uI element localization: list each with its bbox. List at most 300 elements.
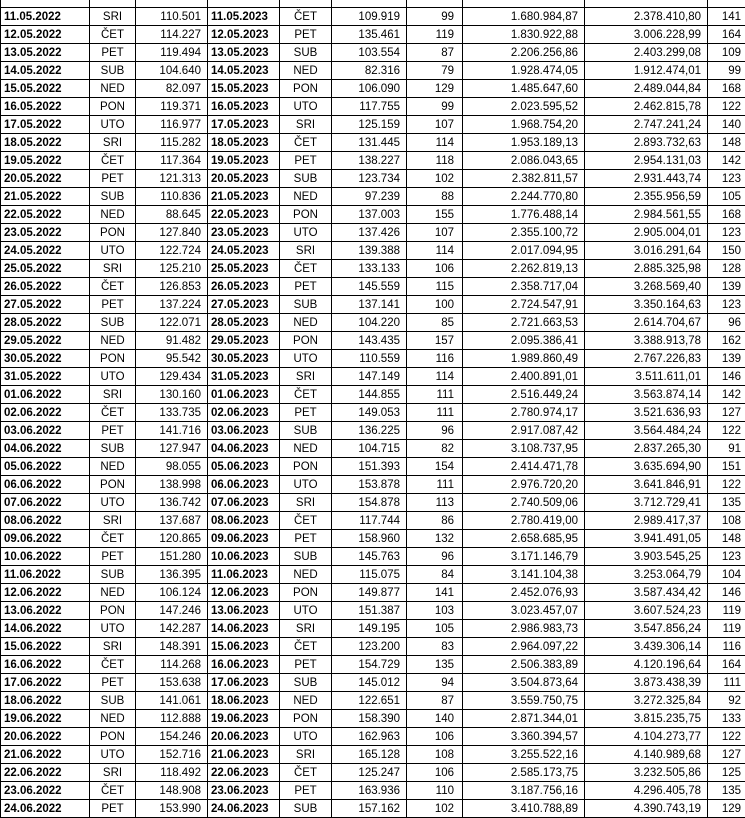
table-row — [1, 494, 745, 512]
value-2022-cell: 126.853 — [136, 278, 208, 296]
amount-2022-cell: 1.989.860,49 — [463, 350, 585, 368]
weekday-2023-cell — [280, 0, 332, 8]
value-2023-cell: 162.963 — [332, 728, 407, 746]
amount-2023-cell: 2.984.561,55 — [585, 206, 708, 224]
date-2023-cell: 22.06.2023 — [208, 764, 280, 782]
weekday-2023-cell: SRI — [280, 620, 332, 638]
weekday-2023-cell: SUB — [280, 296, 332, 314]
table-body — [1, 0, 745, 818]
amount-2023-cell: 2.747.241,24 — [585, 116, 708, 134]
value-2022-cell: 110.501 — [136, 8, 208, 26]
count-cell: 111 — [407, 476, 463, 494]
amount-2023-cell: 3.607.524,23 — [585, 602, 708, 620]
count-cell: 111 — [407, 386, 463, 404]
amount-2022-cell: 2.740.509,06 — [463, 494, 585, 512]
amount-2023-cell: 3.253.064,79 — [585, 566, 708, 584]
amount-2023-cell: 3.873.438,39 — [585, 674, 708, 692]
value-2023-cell: 136.225 — [332, 422, 407, 440]
date-2022-cell: 24.06.2022 — [1, 800, 90, 818]
amount-2023-cell: 3.563.874,14 — [585, 386, 708, 404]
weekday-2022-cell: SUB — [90, 692, 136, 710]
amount-2022-cell: 1.680.984,87 — [463, 8, 585, 26]
date-2023-cell: 19.05.2023 — [208, 152, 280, 170]
date-2023-cell: 23.05.2023 — [208, 224, 280, 242]
value-2022-cell: 133.735 — [136, 404, 208, 422]
value-2023-cell: 143.435 — [332, 332, 407, 350]
table-row — [1, 314, 745, 332]
date-2023-cell: 02.06.2023 — [208, 404, 280, 422]
value-2022-cell: 122.071 — [136, 314, 208, 332]
weekday-2023-cell: SUB — [280, 800, 332, 818]
date-2023-cell — [208, 0, 280, 8]
value-2022-cell: 115.282 — [136, 134, 208, 152]
weekday-2022-cell: NED — [90, 584, 136, 602]
value-2022-cell — [136, 0, 208, 8]
value-2022-cell: 82.097 — [136, 80, 208, 98]
amount-2023-cell: 2.355.956,59 — [585, 188, 708, 206]
weekday-2022-cell: SUB — [90, 314, 136, 332]
value-2023-cell: 147.149 — [332, 368, 407, 386]
amount-2022-cell: 2.780.974,17 — [463, 404, 585, 422]
date-2023-cell: 28.05.2023 — [208, 314, 280, 332]
date-2023-cell: 12.05.2023 — [208, 26, 280, 44]
value-2023-cell: 117.755 — [332, 98, 407, 116]
table-row — [1, 242, 745, 260]
count-cell: 113 — [407, 494, 463, 512]
index-cell: 127 — [708, 746, 745, 764]
weekday-2023-cell: ČET — [280, 512, 332, 530]
amount-2022-cell: 3.108.737,95 — [463, 440, 585, 458]
weekday-2023-cell: PET — [280, 404, 332, 422]
count-cell: 154 — [407, 458, 463, 476]
value-2023-cell: 153.878 — [332, 476, 407, 494]
count-cell: 111 — [407, 404, 463, 422]
date-2023-cell: 07.06.2023 — [208, 494, 280, 512]
amount-2023-cell: 2.614.704,67 — [585, 314, 708, 332]
amount-2023-cell: 3.815.235,75 — [585, 710, 708, 728]
table-row — [1, 764, 745, 782]
amount-2022-cell: 2.244.770,80 — [463, 188, 585, 206]
value-2022-cell: 119.494 — [136, 44, 208, 62]
value-2023-cell: 135.461 — [332, 26, 407, 44]
amount-2023-cell: 3.635.694,90 — [585, 458, 708, 476]
value-2023-cell: 157.162 — [332, 800, 407, 818]
date-2022-cell: 27.05.2022 — [1, 296, 90, 314]
table-row — [1, 692, 745, 710]
weekday-2022-cell: UTO — [90, 242, 136, 260]
table-row — [1, 188, 745, 206]
amount-2023-cell: 3.388.913,78 — [585, 332, 708, 350]
table-row — [1, 206, 745, 224]
count-cell: 114 — [407, 134, 463, 152]
count-cell: 107 — [407, 116, 463, 134]
table-row — [1, 746, 745, 764]
date-2022-cell: 11.06.2022 — [1, 566, 90, 584]
weekday-2022-cell: UTO — [90, 746, 136, 764]
value-2022-cell: 95.542 — [136, 350, 208, 368]
amount-2022-cell: 2.986.983,73 — [463, 620, 585, 638]
date-2023-cell: 15.06.2023 — [208, 638, 280, 656]
weekday-2023-cell: SRI — [280, 242, 332, 260]
date-2022-cell: 17.06.2022 — [1, 674, 90, 692]
count-cell: 99 — [407, 8, 463, 26]
table-row — [1, 350, 745, 368]
date-2022-cell: 18.06.2022 — [1, 692, 90, 710]
weekday-2023-cell: ČET — [280, 8, 332, 26]
amount-2022-cell: 3.187.756,16 — [463, 782, 585, 800]
date-2023-cell: 17.05.2023 — [208, 116, 280, 134]
table-row — [1, 98, 745, 116]
weekday-2022-cell: PET — [90, 170, 136, 188]
date-2023-cell: 05.06.2023 — [208, 458, 280, 476]
value-2022-cell: 138.998 — [136, 476, 208, 494]
table-row — [1, 152, 745, 170]
index-cell: 164 — [708, 656, 745, 674]
value-2023-cell: 115.075 — [332, 566, 407, 584]
count-cell: 155 — [407, 206, 463, 224]
date-2023-cell: 16.05.2023 — [208, 98, 280, 116]
amount-2022-cell: 3.023.457,07 — [463, 602, 585, 620]
weekday-2022-cell: PET — [90, 800, 136, 818]
weekday-2023-cell: PON — [280, 80, 332, 98]
value-2023-cell: 123.734 — [332, 170, 407, 188]
table-row — [1, 0, 745, 8]
weekday-2023-cell: PET — [280, 782, 332, 800]
amount-2023-cell: 3.350.164,63 — [585, 296, 708, 314]
date-2022-cell: 12.05.2022 — [1, 26, 90, 44]
amount-2023-cell: 4.120.196,64 — [585, 656, 708, 674]
index-cell: 168 — [708, 80, 745, 98]
date-2023-cell: 20.05.2023 — [208, 170, 280, 188]
amount-2023-cell: 2.893.732,63 — [585, 134, 708, 152]
date-2022-cell: 14.05.2022 — [1, 62, 90, 80]
date-2022-cell: 03.06.2022 — [1, 422, 90, 440]
count-cell: 102 — [407, 170, 463, 188]
date-2022-cell — [1, 0, 90, 8]
value-2023-cell — [332, 0, 407, 8]
table-row — [1, 656, 745, 674]
count-cell: 118 — [407, 152, 463, 170]
weekday-2022-cell: PET — [90, 422, 136, 440]
amount-2022-cell: 3.141.104,38 — [463, 566, 585, 584]
index-cell: 139 — [708, 278, 745, 296]
table-row — [1, 278, 745, 296]
weekday-2023-cell: UTO — [280, 350, 332, 368]
table-row — [1, 134, 745, 152]
amount-2023-cell: 1.912.474,01 — [585, 62, 708, 80]
amount-2022-cell: 2.724.547,91 — [463, 296, 585, 314]
amount-2023-cell: 2.767.226,83 — [585, 350, 708, 368]
value-2022-cell: 153.638 — [136, 674, 208, 692]
weekday-2022-cell: ČET — [90, 26, 136, 44]
date-2023-cell: 17.06.2023 — [208, 674, 280, 692]
weekday-2023-cell: NED — [280, 62, 332, 80]
value-2023-cell: 149.053 — [332, 404, 407, 422]
weekday-2023-cell: NED — [280, 188, 332, 206]
amount-2023-cell: 4.296.405,78 — [585, 782, 708, 800]
value-2023-cell: 82.316 — [332, 62, 407, 80]
value-2022-cell: 91.482 — [136, 332, 208, 350]
date-2023-cell: 31.05.2023 — [208, 368, 280, 386]
count-cell: 79 — [407, 62, 463, 80]
weekday-2023-cell: SUB — [280, 44, 332, 62]
index-cell: 119 — [708, 620, 745, 638]
amount-2022-cell: 3.504.873,64 — [463, 674, 585, 692]
amount-2022-cell: 3.171.146,79 — [463, 548, 585, 566]
date-2022-cell: 12.06.2022 — [1, 584, 90, 602]
index-cell: 150 — [708, 242, 745, 260]
amount-2022-cell: 2.400.891,01 — [463, 368, 585, 386]
date-2023-cell: 30.05.2023 — [208, 350, 280, 368]
value-2023-cell: 122.651 — [332, 692, 407, 710]
date-2022-cell: 04.06.2022 — [1, 440, 90, 458]
date-2023-cell: 11.06.2023 — [208, 566, 280, 584]
value-2023-cell: 158.960 — [332, 530, 407, 548]
index-cell: 140 — [708, 116, 745, 134]
table-row — [1, 44, 745, 62]
amount-2023-cell: 3.511.611,01 — [585, 368, 708, 386]
amount-2023-cell: 2.905.004,01 — [585, 224, 708, 242]
weekday-2023-cell: SUB — [280, 170, 332, 188]
weekday-2023-cell: ČET — [280, 260, 332, 278]
value-2022-cell: 148.391 — [136, 638, 208, 656]
amount-2022-cell: 2.262.819,13 — [463, 260, 585, 278]
amount-2023-cell: 4.104.273,77 — [585, 728, 708, 746]
index-cell: 122 — [708, 422, 745, 440]
table-row — [1, 476, 745, 494]
weekday-2023-cell: PON — [280, 332, 332, 350]
weekday-2023-cell: NED — [280, 566, 332, 584]
weekday-2023-cell: ČET — [280, 386, 332, 404]
index-cell: 127 — [708, 404, 745, 422]
amount-2022-cell: 2.917.087,42 — [463, 422, 585, 440]
value-2022-cell: 137.687 — [136, 512, 208, 530]
table-row — [1, 620, 745, 638]
value-2022-cell: 137.224 — [136, 296, 208, 314]
weekday-2023-cell: PET — [280, 26, 332, 44]
weekday-2022-cell: NED — [90, 458, 136, 476]
count-cell: 82 — [407, 440, 463, 458]
weekday-2022-cell: UTO — [90, 368, 136, 386]
count-cell: 105 — [407, 620, 463, 638]
value-2023-cell: 158.390 — [332, 710, 407, 728]
table-row — [1, 386, 745, 404]
weekday-2022-cell: PON — [90, 98, 136, 116]
count-cell: 103 — [407, 602, 463, 620]
table-row — [1, 566, 745, 584]
table-row — [1, 638, 745, 656]
count-cell: 87 — [407, 692, 463, 710]
date-2023-cell: 08.06.2023 — [208, 512, 280, 530]
weekday-2022-cell: PON — [90, 224, 136, 242]
date-2023-cell: 24.06.2023 — [208, 800, 280, 818]
amount-2023-cell: 2.378.410,80 — [585, 8, 708, 26]
amount-2022-cell: 2.516.449,24 — [463, 386, 585, 404]
table-row — [1, 404, 745, 422]
amount-2023-cell: 2.489.044,84 — [585, 80, 708, 98]
table-row — [1, 368, 745, 386]
value-2022-cell: 119.371 — [136, 98, 208, 116]
weekday-2022-cell: NED — [90, 80, 136, 98]
date-2022-cell: 09.06.2022 — [1, 530, 90, 548]
value-2022-cell: 141.716 — [136, 422, 208, 440]
value-2022-cell: 114.227 — [136, 26, 208, 44]
index-cell: 123 — [708, 548, 745, 566]
index-cell: 122 — [708, 728, 745, 746]
count-cell: 135 — [407, 656, 463, 674]
value-2022-cell: 127.840 — [136, 224, 208, 242]
amount-2022-cell: 2.382.811,57 — [463, 170, 585, 188]
index-cell: 119 — [708, 602, 745, 620]
value-2023-cell: 123.200 — [332, 638, 407, 656]
weekday-2022-cell: PET — [90, 674, 136, 692]
weekday-2022-cell: ČET — [90, 782, 136, 800]
table-row — [1, 530, 745, 548]
value-2023-cell: 97.239 — [332, 188, 407, 206]
date-2022-cell: 19.06.2022 — [1, 710, 90, 728]
amount-2023-cell: 3.941.491,05 — [585, 530, 708, 548]
count-cell: 106 — [407, 728, 463, 746]
weekday-2022-cell: PON — [90, 602, 136, 620]
weekday-2022-cell: UTO — [90, 116, 136, 134]
value-2022-cell: 118.492 — [136, 764, 208, 782]
index-cell: 123 — [708, 296, 745, 314]
amount-2023-cell: 3.272.325,84 — [585, 692, 708, 710]
weekday-2022-cell: SRI — [90, 134, 136, 152]
value-2022-cell: 112.888 — [136, 710, 208, 728]
value-2022-cell: 151.280 — [136, 548, 208, 566]
weekday-2023-cell: PON — [280, 458, 332, 476]
amount-2023-cell: 2.885.325,98 — [585, 260, 708, 278]
index-cell: 105 — [708, 188, 745, 206]
date-2022-cell: 13.05.2022 — [1, 44, 90, 62]
weekday-2022-cell: PET — [90, 44, 136, 62]
date-2023-cell: 14.06.2023 — [208, 620, 280, 638]
index-cell: 129 — [708, 800, 745, 818]
date-2022-cell: 20.06.2022 — [1, 728, 90, 746]
amount-2022-cell: 2.414.471,78 — [463, 458, 585, 476]
weekday-2022-cell: SUB — [90, 440, 136, 458]
value-2022-cell: 125.210 — [136, 260, 208, 278]
value-2022-cell: 117.364 — [136, 152, 208, 170]
table-row — [1, 80, 745, 98]
amount-2023-cell: 3.587.434,42 — [585, 584, 708, 602]
weekday-2022-cell: ČET — [90, 404, 136, 422]
value-2022-cell: 104.640 — [136, 62, 208, 80]
weekday-2022-cell: NED — [90, 206, 136, 224]
amount-2022-cell: 1.953.189,13 — [463, 134, 585, 152]
value-2022-cell: 98.055 — [136, 458, 208, 476]
amount-2022-cell: 1.485.647,60 — [463, 80, 585, 98]
weekday-2022-cell: UTO — [90, 494, 136, 512]
amount-2022-cell: 1.830.922,88 — [463, 26, 585, 44]
value-2022-cell: 153.990 — [136, 800, 208, 818]
date-2023-cell: 27.05.2023 — [208, 296, 280, 314]
weekday-2022-cell: NED — [90, 710, 136, 728]
index-cell: 123 — [708, 224, 745, 242]
date-2023-cell: 18.05.2023 — [208, 134, 280, 152]
value-2023-cell: 144.855 — [332, 386, 407, 404]
value-2023-cell: 163.936 — [332, 782, 407, 800]
weekday-2023-cell: NED — [280, 692, 332, 710]
date-2022-cell: 23.05.2022 — [1, 224, 90, 242]
date-2023-cell: 20.06.2023 — [208, 728, 280, 746]
weekday-2022-cell: PET — [90, 548, 136, 566]
date-2022-cell: 21.05.2022 — [1, 188, 90, 206]
value-2023-cell: 137.426 — [332, 224, 407, 242]
weekday-2023-cell: SRI — [280, 494, 332, 512]
amount-2022-cell: 2.721.663,53 — [463, 314, 585, 332]
index-cell: 104 — [708, 566, 745, 584]
count-cell: 114 — [407, 242, 463, 260]
index-cell: 122 — [708, 98, 745, 116]
date-2022-cell: 13.06.2022 — [1, 602, 90, 620]
weekday-2022-cell: UTO — [90, 620, 136, 638]
value-2023-cell: 145.012 — [332, 674, 407, 692]
weekday-2022-cell: SRI — [90, 512, 136, 530]
weekday-2022-cell: SRI — [90, 260, 136, 278]
date-2022-cell: 22.06.2022 — [1, 764, 90, 782]
weekday-2023-cell: SRI — [280, 746, 332, 764]
count-cell: 157 — [407, 332, 463, 350]
count-cell: 115 — [407, 278, 463, 296]
weekday-2022-cell: PET — [90, 296, 136, 314]
amount-2022-cell: 1.968.754,20 — [463, 116, 585, 134]
index-cell: 122 — [708, 476, 745, 494]
value-2023-cell: 151.387 — [332, 602, 407, 620]
index-cell: 135 — [708, 782, 745, 800]
date-2022-cell: 28.05.2022 — [1, 314, 90, 332]
value-2022-cell: 106.124 — [136, 584, 208, 602]
amount-2023-cell: 3.564.484,24 — [585, 422, 708, 440]
date-2023-cell: 13.06.2023 — [208, 602, 280, 620]
amount-2022-cell: 2.506.383,89 — [463, 656, 585, 674]
weekday-2022-cell: PON — [90, 350, 136, 368]
index-cell: 151 — [708, 458, 745, 476]
value-2023-cell: 149.877 — [332, 584, 407, 602]
amount-2022-cell: 2.023.595,52 — [463, 98, 585, 116]
table-row — [1, 62, 745, 80]
index-cell: 146 — [708, 584, 745, 602]
amount-2022-cell: 3.410.788,89 — [463, 800, 585, 818]
amount-2023-cell: 3.016.291,64 — [585, 242, 708, 260]
weekday-2022-cell: SRI — [90, 8, 136, 26]
table-row — [1, 602, 745, 620]
value-2023-cell: 154.729 — [332, 656, 407, 674]
amount-2023-cell: 4.390.743,19 — [585, 800, 708, 818]
value-2023-cell: 103.554 — [332, 44, 407, 62]
index-cell: 135 — [708, 494, 745, 512]
amount-2023-cell: 2.954.131,03 — [585, 152, 708, 170]
table-row — [1, 332, 745, 350]
date-2022-cell: 30.05.2022 — [1, 350, 90, 368]
date-2023-cell: 23.06.2023 — [208, 782, 280, 800]
date-2022-cell: 10.06.2022 — [1, 548, 90, 566]
value-2022-cell: 154.246 — [136, 728, 208, 746]
count-cell: 100 — [407, 296, 463, 314]
weekday-2023-cell: NED — [280, 314, 332, 332]
table-row — [1, 674, 745, 692]
amount-2022-cell: 2.095.386,41 — [463, 332, 585, 350]
value-2023-cell: 104.715 — [332, 440, 407, 458]
index-cell: 96 — [708, 314, 745, 332]
value-2022-cell: 121.313 — [136, 170, 208, 188]
date-2022-cell: 21.06.2022 — [1, 746, 90, 764]
weekday-2022-cell: SUB — [90, 188, 136, 206]
date-2022-cell: 01.06.2022 — [1, 386, 90, 404]
date-2023-cell: 22.05.2023 — [208, 206, 280, 224]
count-cell: 83 — [407, 638, 463, 656]
